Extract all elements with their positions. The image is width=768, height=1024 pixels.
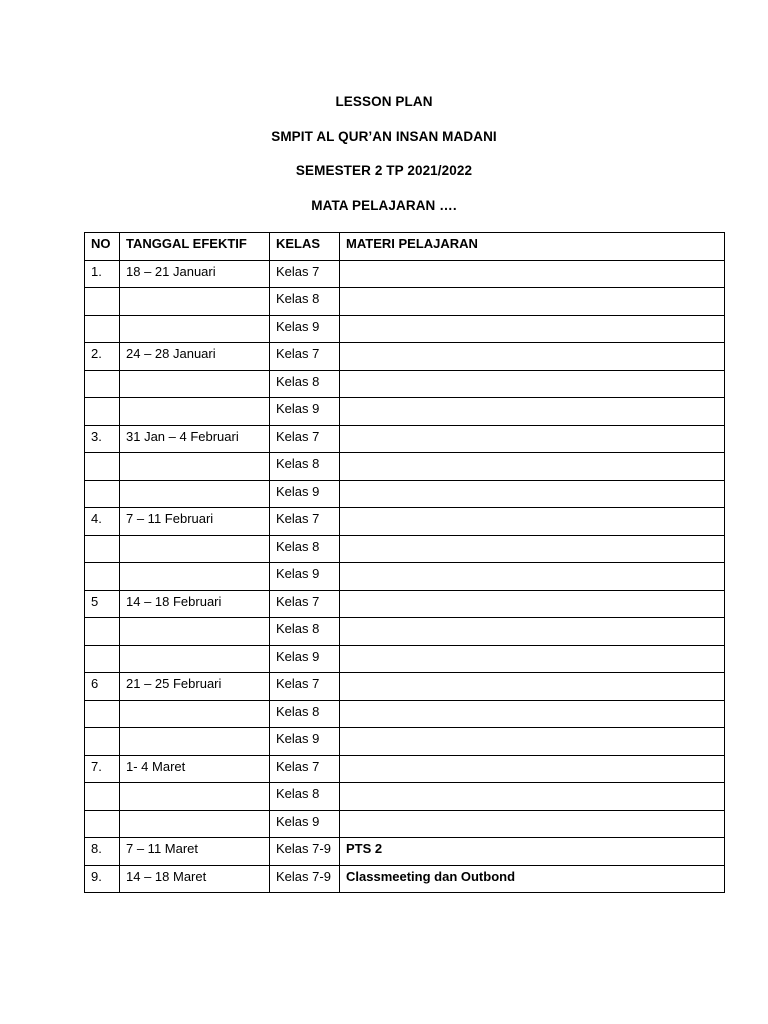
cell-materi bbox=[340, 810, 725, 838]
subject-label: MATA PELAJARAN …. bbox=[311, 197, 457, 213]
cell-kelas: Kelas 7 bbox=[270, 673, 340, 701]
cell-materi bbox=[340, 535, 725, 563]
table-row bbox=[85, 728, 725, 756]
cell-tanggal bbox=[120, 618, 270, 646]
cell-tanggal: 31 Jan – 4 Februari bbox=[120, 425, 270, 453]
cell-tanggal bbox=[120, 453, 270, 481]
cell-tanggal: 7 – 11 Maret bbox=[120, 838, 270, 866]
cell-kelas: Kelas 8 bbox=[270, 453, 340, 481]
cell-kelas: Kelas 7 bbox=[270, 425, 340, 453]
cell-no: 1. bbox=[85, 260, 120, 288]
cell-no bbox=[85, 618, 120, 646]
cell-kelas: Kelas 9 bbox=[270, 398, 340, 426]
cell-materi bbox=[340, 645, 725, 673]
cell-materi: Classmeeting dan Outbond bbox=[340, 865, 725, 893]
table-row bbox=[85, 508, 725, 536]
cell-kelas: Kelas 7 bbox=[270, 590, 340, 618]
cell-tanggal: 21 – 25 Februari bbox=[120, 673, 270, 701]
cell-no: 2. bbox=[85, 343, 120, 371]
table-row bbox=[85, 673, 725, 701]
table-row bbox=[85, 810, 725, 838]
cell-kelas: Kelas 8 bbox=[270, 370, 340, 398]
cell-kelas: Kelas 7 bbox=[270, 508, 340, 536]
cell-kelas: Kelas 7-9 bbox=[270, 838, 340, 866]
cell-no bbox=[85, 398, 120, 426]
cell-materi bbox=[340, 755, 725, 783]
table-row bbox=[85, 398, 725, 426]
cell-no: 3. bbox=[85, 425, 120, 453]
cell-no bbox=[85, 453, 120, 481]
cell-kelas: Kelas 7 bbox=[270, 755, 340, 783]
header-no: NO bbox=[85, 233, 120, 261]
table-row bbox=[85, 618, 725, 646]
cell-kelas: Kelas 7 bbox=[270, 343, 340, 371]
cell-tanggal bbox=[120, 315, 270, 343]
table-row bbox=[85, 783, 725, 811]
school-name: SMPIT AL QUR’AN INSAN MADANI bbox=[271, 128, 497, 144]
table-row bbox=[85, 865, 725, 893]
cell-kelas: Kelas 9 bbox=[270, 315, 340, 343]
cell-tanggal: 7 – 11 Februari bbox=[120, 508, 270, 536]
cell-no bbox=[85, 535, 120, 563]
cell-kelas: Kelas 7-9 bbox=[270, 865, 340, 893]
cell-kelas: Kelas 8 bbox=[270, 618, 340, 646]
lesson-plan-table bbox=[84, 232, 725, 893]
cell-no: 4. bbox=[85, 508, 120, 536]
cell-no: 9. bbox=[85, 865, 120, 893]
table-row bbox=[85, 590, 725, 618]
cell-no bbox=[85, 728, 120, 756]
cell-materi bbox=[340, 783, 725, 811]
cell-materi bbox=[340, 315, 725, 343]
cell-tanggal bbox=[120, 398, 270, 426]
header-tanggal: TANGGAL EFEKTIF bbox=[120, 233, 270, 261]
cell-tanggal bbox=[120, 728, 270, 756]
cell-no: 7. bbox=[85, 755, 120, 783]
cell-materi bbox=[340, 700, 725, 728]
cell-materi bbox=[340, 480, 725, 508]
table-row bbox=[85, 370, 725, 398]
cell-kelas: Kelas 8 bbox=[270, 535, 340, 563]
cell-tanggal: 14 – 18 Maret bbox=[120, 865, 270, 893]
table-row bbox=[85, 700, 725, 728]
cell-no: 8. bbox=[85, 838, 120, 866]
table-row bbox=[85, 425, 725, 453]
cell-tanggal bbox=[120, 370, 270, 398]
cell-tanggal bbox=[120, 535, 270, 563]
cell-materi bbox=[340, 425, 725, 453]
table-body bbox=[85, 260, 725, 893]
cell-materi bbox=[340, 728, 725, 756]
table-row bbox=[85, 838, 725, 866]
cell-materi bbox=[340, 590, 725, 618]
cell-materi bbox=[340, 370, 725, 398]
table-row bbox=[85, 755, 725, 783]
cell-kelas: Kelas 9 bbox=[270, 728, 340, 756]
semester-label: SEMESTER 2 TP 2021/2022 bbox=[295, 163, 473, 178]
cell-materi bbox=[340, 508, 725, 536]
cell-tanggal: 14 – 18 Februari bbox=[120, 590, 270, 618]
cell-materi bbox=[340, 260, 725, 288]
cell-no: 5 bbox=[85, 590, 120, 618]
cell-tanggal bbox=[120, 783, 270, 811]
cell-tanggal: 24 – 28 Januari bbox=[120, 343, 270, 371]
cell-tanggal: 1- 4 Maret bbox=[120, 755, 270, 783]
table-row bbox=[85, 288, 725, 316]
cell-kelas: Kelas 8 bbox=[270, 700, 340, 728]
cell-no bbox=[85, 370, 120, 398]
cell-kelas: Kelas 8 bbox=[270, 783, 340, 811]
table-row bbox=[85, 645, 725, 673]
document-headings bbox=[0, 92, 768, 230]
cell-materi bbox=[340, 453, 725, 481]
table-row bbox=[85, 453, 725, 481]
cell-materi bbox=[340, 288, 725, 316]
cell-kelas: Kelas 9 bbox=[270, 480, 340, 508]
table-row bbox=[85, 260, 725, 288]
table-row bbox=[85, 315, 725, 343]
cell-kelas: Kelas 9 bbox=[270, 563, 340, 591]
cell-tanggal bbox=[120, 563, 270, 591]
table-row bbox=[85, 563, 725, 591]
cell-materi bbox=[340, 398, 725, 426]
table-row bbox=[85, 480, 725, 508]
cell-tanggal bbox=[120, 810, 270, 838]
cell-materi bbox=[340, 618, 725, 646]
doc-title: LESSON PLAN bbox=[335, 94, 433, 109]
cell-no: 6 bbox=[85, 673, 120, 701]
cell-materi bbox=[340, 343, 725, 371]
cell-no bbox=[85, 810, 120, 838]
cell-tanggal: 18 – 21 Januari bbox=[120, 260, 270, 288]
cell-tanggal bbox=[120, 288, 270, 316]
cell-materi: PTS 2 bbox=[340, 838, 725, 866]
cell-materi bbox=[340, 563, 725, 591]
table-row bbox=[85, 343, 725, 371]
header-kelas: KELAS bbox=[270, 233, 340, 261]
cell-no bbox=[85, 288, 120, 316]
cell-kelas: Kelas 8 bbox=[270, 288, 340, 316]
cell-tanggal bbox=[120, 480, 270, 508]
table-header-row bbox=[85, 233, 725, 261]
cell-no bbox=[85, 783, 120, 811]
cell-kelas: Kelas 7 bbox=[270, 260, 340, 288]
cell-kelas: Kelas 9 bbox=[270, 645, 340, 673]
cell-materi bbox=[340, 673, 725, 701]
cell-no bbox=[85, 563, 120, 591]
cell-no bbox=[85, 645, 120, 673]
cell-tanggal bbox=[120, 700, 270, 728]
cell-no bbox=[85, 700, 120, 728]
header-materi: MATERI PELAJARAN bbox=[340, 233, 725, 261]
cell-kelas: Kelas 9 bbox=[270, 810, 340, 838]
table-row bbox=[85, 535, 725, 563]
cell-no bbox=[85, 315, 120, 343]
cell-no bbox=[85, 480, 120, 508]
cell-tanggal bbox=[120, 645, 270, 673]
